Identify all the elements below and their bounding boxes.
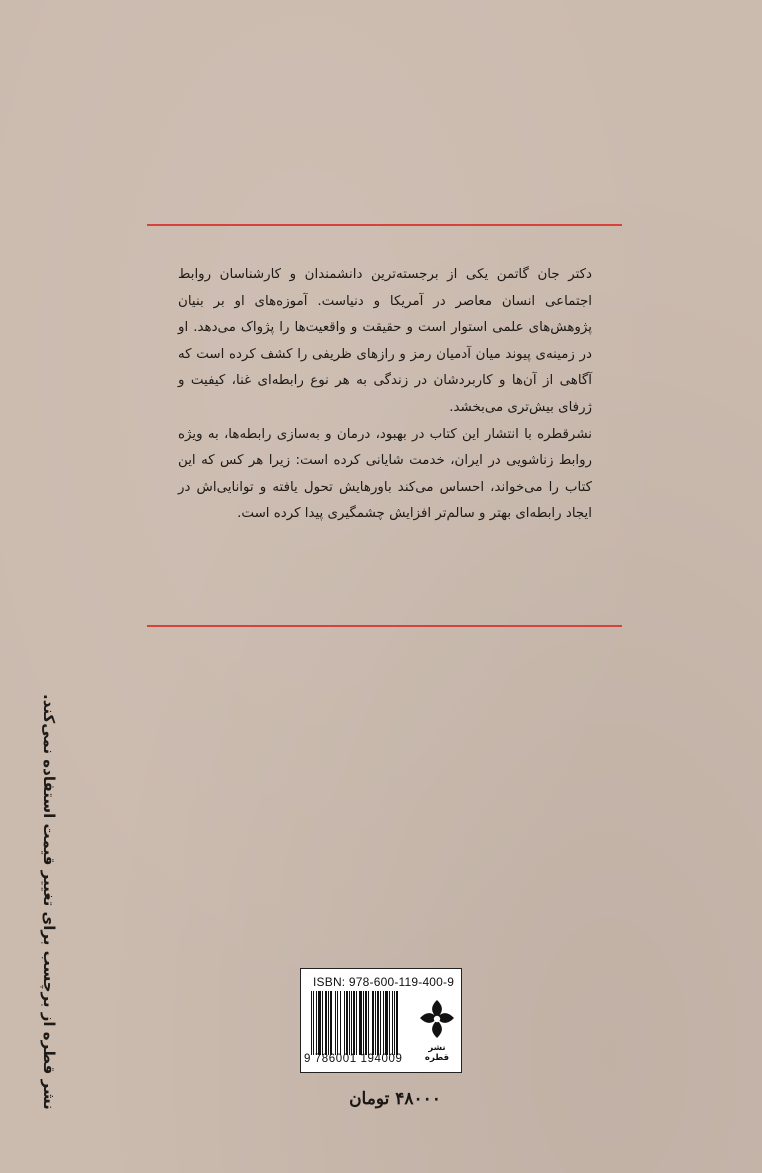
publisher-logo-label: نشر قطره [424,1043,450,1063]
barcode-bar [349,991,350,1055]
blurb-paragraph-author: دکتر جان گاتمن یکی از برجسته‌ترین دانشمندان و کارشناسان روابط اجتماعی انسان معاصر در آمریکا و دنیاست. آموزه‌های او بر بنیان پژوهش‌های علمی استوار است و حقیقت و واقعیت‌ها را پژواک می‌دهد. او در زمینه‌ی پیوند میان آدمیان رمز و رازهای ظریفی را کشف کرده است که آگاهی از آن‌ها و کاربردشان در زندگی به هر نوع رابطه‌ای غنا، کیفیت و ژرفای بیش‌تری می‌بخشد. [178,267,592,415]
barcode-bar [318,991,321,1055]
blurb-text [178,262,592,528]
barcode-bar [328,991,329,1055]
barcode-bar [335,991,336,1055]
barcode-bar [311,991,312,1055]
barcode-bar [368,991,369,1055]
barcode-bar [337,991,338,1055]
barcode-bar [363,991,364,1055]
top-divider [147,224,622,226]
barcode-bar [396,991,398,1055]
barcode-panel [300,968,462,1073]
price-sticker-note: نشر قطره از برچسب برای تغییر قیمت استفاده نمی‌کند. [40,694,58,1110]
barcode-bar [383,991,384,1055]
barcode-bar [389,991,390,1055]
barcode-bar [340,991,341,1055]
isbn-label: ISBN: 978-600-119-400-9 [313,975,455,989]
barcode-bar [385,991,388,1055]
barcode-bar [377,991,379,1055]
barcode-digits: 9 786001 194009 [304,1053,403,1065]
droplet-petals-logo-icon [417,997,457,1041]
barcode-bar [325,991,327,1055]
barcode-bar [351,991,352,1055]
publisher-logo [417,997,457,1065]
barcode-bar [313,991,314,1055]
price-label: ۴۸۰۰۰ تومان [349,1089,441,1109]
blurb-paragraph-publisher: نشرقطره با انتشار این کتاب در بهبود، درمان و به‌سازی رابطه‌ها، به ویژه روابط زناشویی در ایران، خدمت شایانی کرده است: زیرا هر کس که این کتاب را می‌خواند، احساس می‌کند باورهایش تحول یافته و توانایی‌اش در ایجاد رابطه‌ای بهتر و سالم‌تر افزایش چشمگیری پیدا کرده است. [178,426,592,522]
barcode-bar [394,991,395,1055]
barcode-bar [375,991,376,1055]
barcode-bar [380,991,381,1055]
barcode-bar [359,991,362,1055]
barcode-bar [322,991,323,1055]
barcode-bar [365,991,367,1055]
barcode-bar [392,991,393,1055]
bottom-divider [147,625,622,627]
barcode-bar [353,991,355,1055]
barcode-bar [330,991,332,1055]
barcode-bar [372,991,374,1055]
barcode-bar [356,991,357,1055]
barcode-bars [311,991,414,1055]
barcode-bar [316,991,317,1055]
barcode-bar [346,991,348,1055]
barcode-bar [344,991,345,1055]
